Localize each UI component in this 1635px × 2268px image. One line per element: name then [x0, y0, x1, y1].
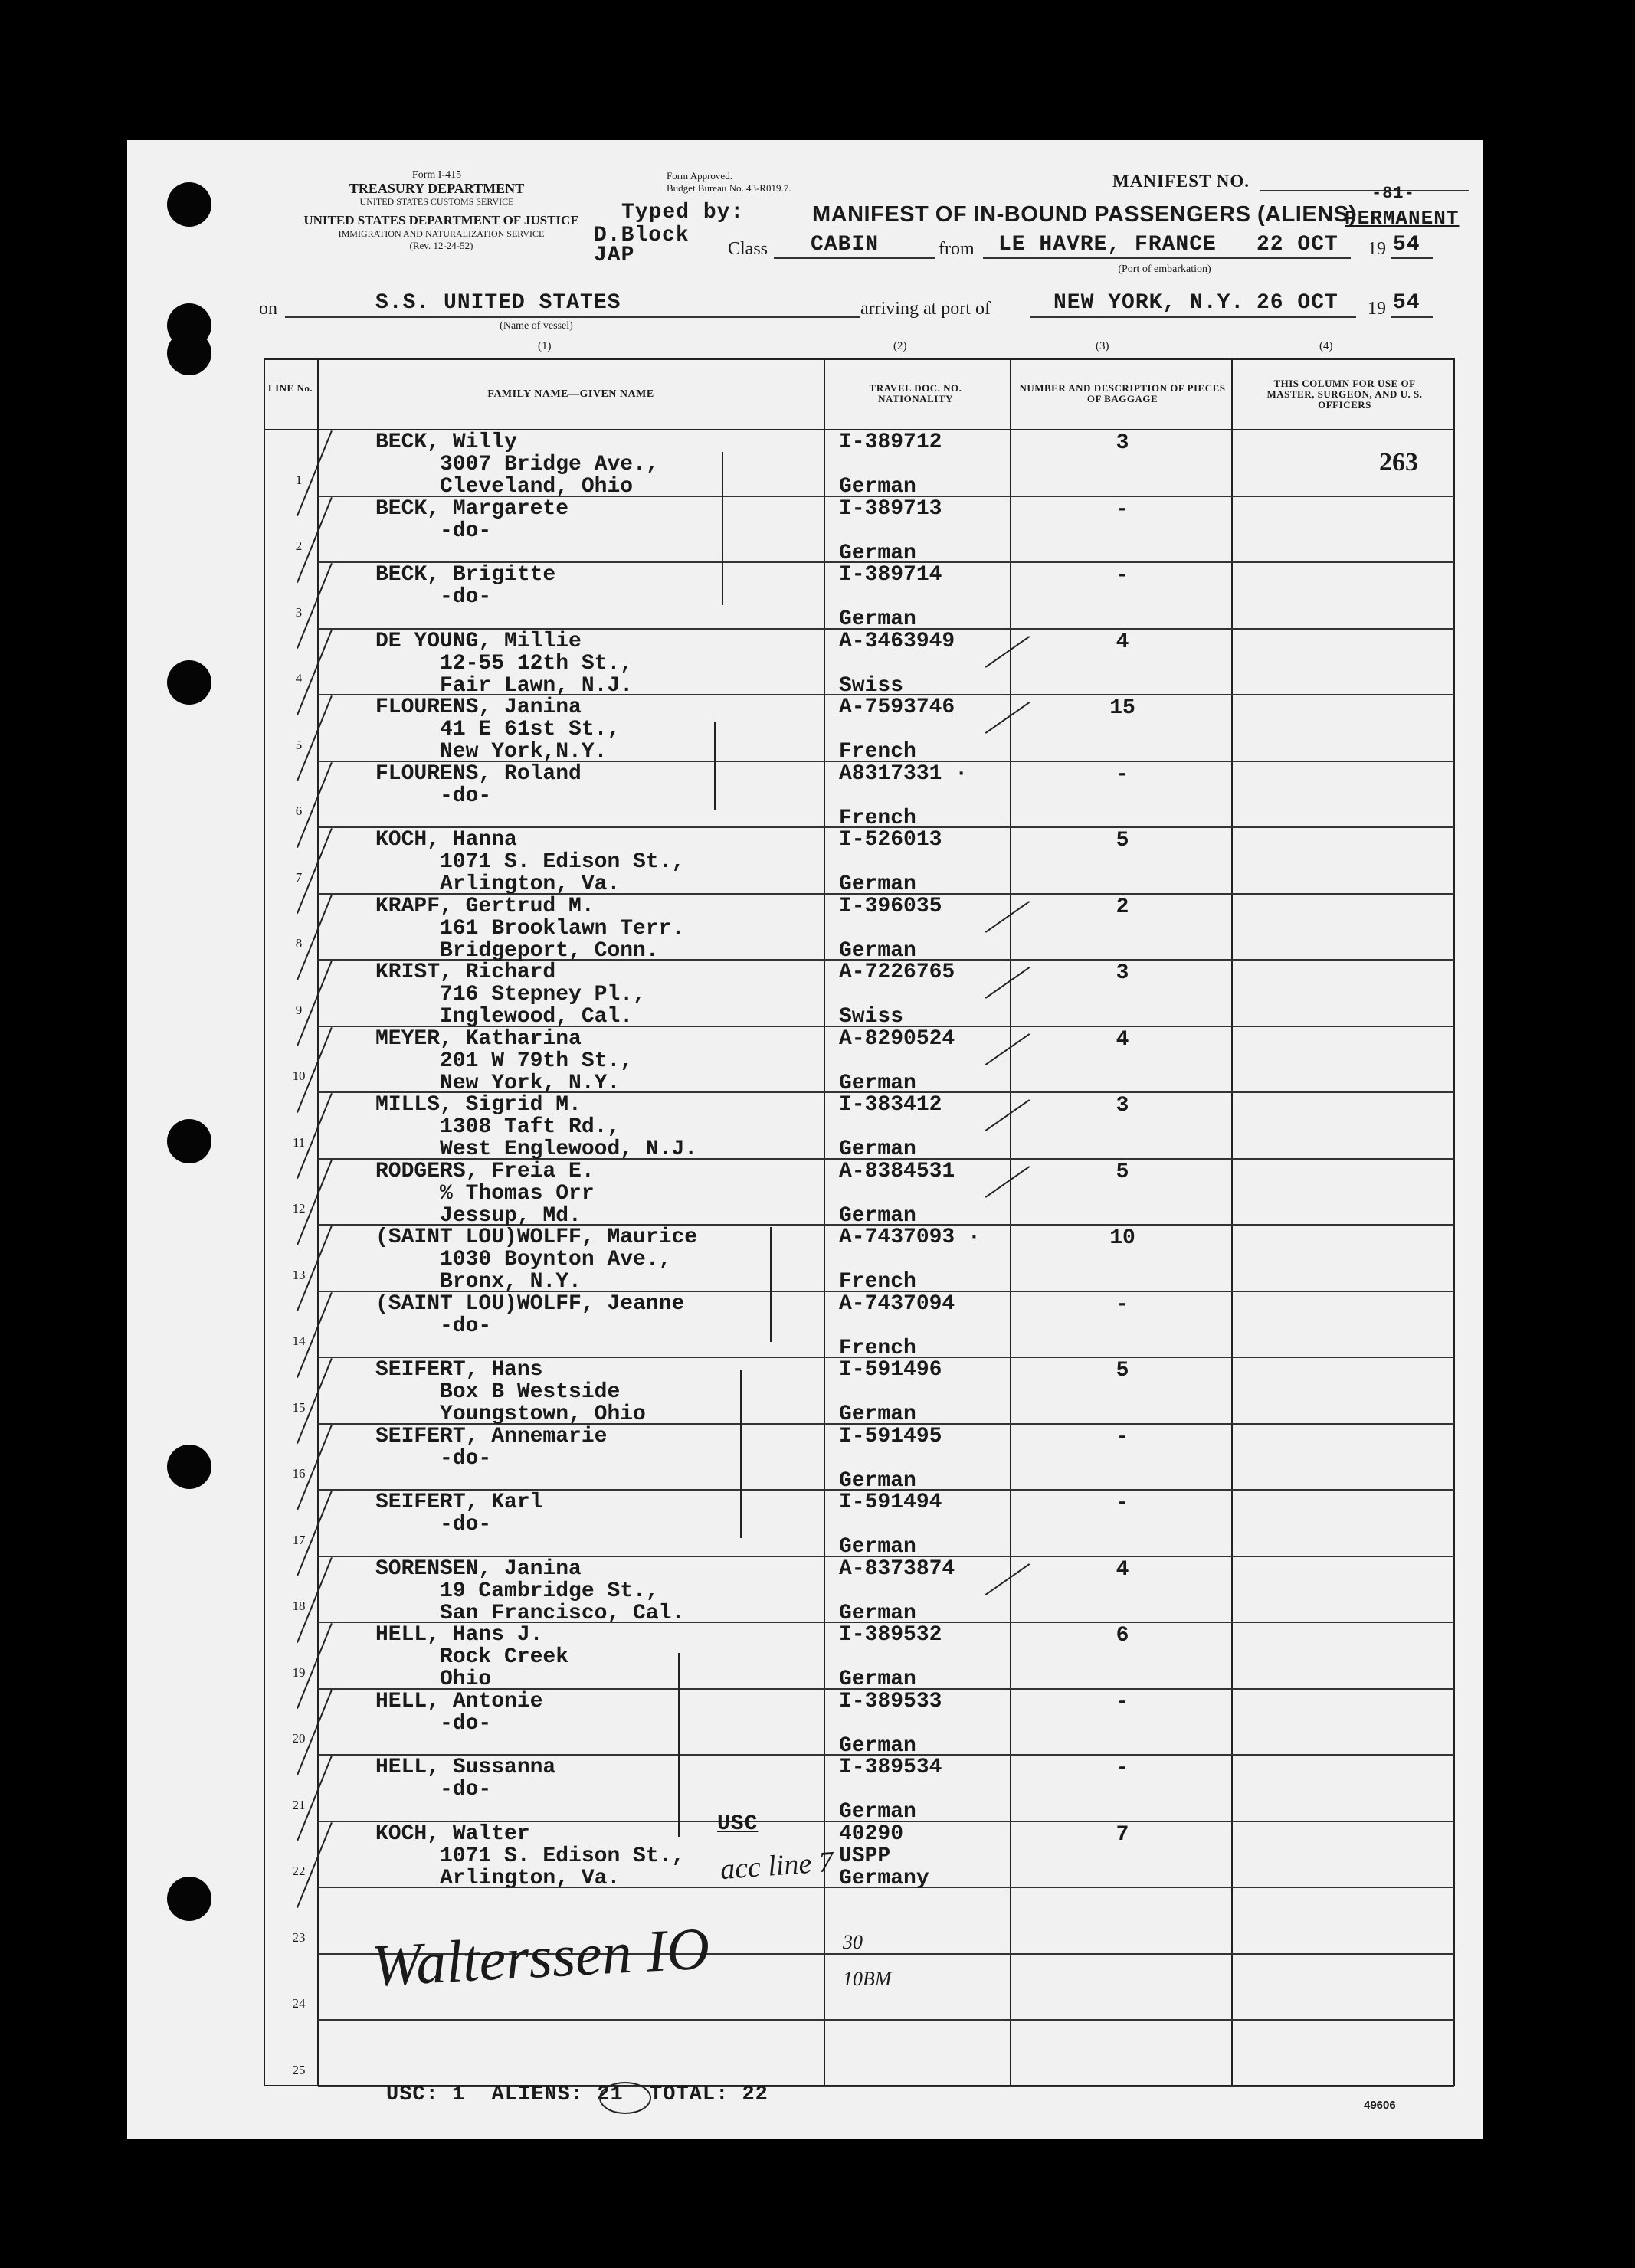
passenger-name: (SAINT LOU)WOLFF, Jeanne -do-: [375, 1291, 685, 1338]
baggage-count: 5: [1116, 1160, 1129, 1184]
line-number: 6: [295, 803, 303, 818]
line-number: 3: [295, 604, 303, 620]
travel-doc-nationality: I-389713 German: [839, 496, 942, 565]
embark-caption: (Port of embarkation): [1118, 263, 1211, 275]
inspector-signature: Walterssen IO: [369, 1914, 712, 1999]
baggage-count: 3: [1116, 431, 1129, 455]
passenger-name: KRIST, Richard 716 Stepney Pl., Inglewood, Cal.: [375, 961, 646, 1029]
baggage-count: -: [1116, 1690, 1129, 1714]
passenger-name: SEIFERT, Annemarie -do-: [375, 1424, 608, 1471]
year-prefix: 19: [1368, 239, 1386, 259]
form-number: Form I-415: [411, 169, 462, 181]
punch-hole: [167, 1877, 211, 1921]
bracket-mark: [714, 722, 716, 810]
table-top-rule: [264, 358, 1454, 360]
totals-line: USC: 1 ALIENS: 21 TOTAL: 22: [386, 2083, 768, 2106]
travel-doc-nationality: I-591496 German: [839, 1358, 942, 1426]
travel-doc-nationality: I-526013 German: [839, 828, 942, 896]
bracket-mark: [722, 452, 723, 605]
travel-doc-nationality: I-389534 German: [839, 1756, 942, 1824]
class-value: CABIN: [811, 233, 880, 257]
passenger-name: MILLS, Sigrid M. 1308 Taft Rd., West Englewood, N.J.: [375, 1093, 698, 1161]
travel-doc-nationality: A-8290524 German: [839, 1026, 955, 1095]
baggage-count: 7: [1116, 1822, 1129, 1847]
baggage-count: 4: [1116, 630, 1129, 654]
usc-tag: USC: [717, 1812, 759, 1836]
baggage-count: -: [1116, 1425, 1129, 1449]
manifest-number: -81-: [1371, 184, 1415, 203]
embark-port: LE HAVRE, FRANCE: [998, 233, 1217, 257]
embark-year: 54: [1393, 233, 1420, 257]
line-number: 24: [292, 1996, 306, 2011]
passenger-name: SEIFERT, Hans Box B Westside Youngstown, Ohio: [375, 1358, 646, 1426]
vessel-name: S.S. UNITED STATES: [375, 291, 621, 315]
passenger-name: RODGERS, Freia E. % Thomas Orr Jessup, Md.: [375, 1159, 595, 1228]
passenger-name: KRAPF, Gertrud M. 161 Brooklawn Terr. Bridgeport, Conn.: [375, 894, 685, 963]
col-num-4: (4): [1319, 340, 1333, 352]
treasury-department: TREASURY DEPARTMENT: [349, 181, 525, 196]
baggage-count: 10: [1109, 1226, 1135, 1250]
baggage-count: 4: [1116, 1557, 1129, 1582]
travel-doc-nationality: A-7437093 · French: [839, 1226, 981, 1294]
line-number: 18: [292, 1599, 306, 1613]
line-number: 23: [292, 1929, 306, 1945]
line-number: 20: [292, 1731, 306, 1746]
line-number: 15: [292, 1399, 306, 1415]
budget-bureau: Budget Bureau No. 43-R019.7.: [667, 182, 791, 194]
baggage-count: -: [1116, 1756, 1129, 1780]
travel-doc-nationality: I-591494 German: [839, 1491, 942, 1559]
baggage-count: 6: [1116, 1624, 1129, 1648]
bracket-mark: [770, 1227, 772, 1342]
revision-date: (Rev. 12-24-52): [409, 240, 473, 251]
baggage-count: 3: [1116, 961, 1129, 985]
travel-doc-nationality: I-389533 German: [839, 1689, 942, 1758]
header-travel-doc: TRAVEL DOC. NO. NATIONALITY: [869, 382, 962, 404]
header-name: FAMILY NAME—GIVEN NAME: [487, 388, 654, 400]
passenger-name: BECK, Brigitte -do-: [375, 563, 556, 609]
header-officers: THIS COLUMN FOR USE OF MASTER, SURGEON, AND U. S. OFFICERS: [1266, 378, 1423, 411]
vessel-caption: (Name of vessel): [500, 320, 573, 332]
line-number: 16: [292, 1466, 306, 1481]
travel-doc-nationality: I-389712 German: [839, 430, 942, 499]
punch-hole: [167, 1119, 211, 1163]
baggage-count: -: [1116, 1491, 1129, 1515]
line-number: 19: [292, 1664, 306, 1680]
class-label: Class: [728, 239, 768, 259]
baggage-count: -: [1116, 497, 1129, 522]
handwritten-mark: 30 10BM: [843, 1931, 892, 1990]
baggage-count: -: [1116, 1292, 1129, 1317]
table-border-right: [1453, 358, 1455, 2086]
passenger-name: HELL, Hans J. Rock Creek Ohio: [375, 1623, 569, 1691]
baggage-count: -: [1116, 762, 1129, 787]
col-num-3: (3): [1096, 340, 1109, 352]
customs-service: UNITED STATES CUSTOMS SERVICE: [359, 196, 514, 207]
arrival-year: 54: [1393, 291, 1420, 315]
travel-doc-nationality: I-396035 German: [839, 894, 942, 963]
line-number: 8: [295, 936, 303, 951]
page-stamp: 263: [1379, 448, 1418, 476]
aliens-count-circle: [599, 2082, 651, 2114]
table-border-left: [264, 358, 265, 2086]
travel-doc-nationality: I-389532 German: [839, 1623, 942, 1691]
embark-date: 22 OCT: [1257, 233, 1338, 257]
passenger-name: SEIFERT, Karl -do-: [375, 1491, 543, 1537]
year2-prefix: 19: [1368, 299, 1386, 319]
line-number: 4: [295, 671, 303, 686]
passenger-name: KOCH, Walter 1071 S. Edison St., Arlington, Va.: [375, 1821, 685, 1890]
header-baggage: NUMBER AND DESCRIPTION OF PIECES OF BAGGAGE: [1019, 382, 1226, 404]
passenger-name: HELL, Antonie -do-: [375, 1689, 543, 1736]
form-approved: Form Approved.: [667, 170, 732, 182]
passenger-name: HELL, Sussanna -do-: [375, 1756, 556, 1802]
travel-doc-nationality: A-3463949 Swiss: [839, 629, 955, 698]
travel-doc-nationality: A-7437094 French: [839, 1291, 955, 1360]
header-line-no: LINE No.: [267, 382, 313, 394]
line-number: 10: [292, 1069, 306, 1083]
bracket-mark: [678, 1653, 680, 1837]
travel-doc-nationality: A-7226765 Swiss: [839, 961, 955, 1029]
line-number: 1: [295, 472, 303, 487]
punch-hole: [167, 660, 211, 705]
travel-doc-nationality: A-8373874 German: [839, 1556, 955, 1625]
handwritten-note: acc line 7: [719, 1845, 835, 1887]
passenger-name: DE YOUNG, Millie 12-55 12th St., Fair Lawn, N.J.: [375, 629, 634, 698]
travel-doc-nationality: I-591495 German: [839, 1424, 942, 1493]
baggage-count: 15: [1109, 696, 1135, 720]
passenger-name: MEYER, Katharina 201 W 79th St., New York, N.Y.: [375, 1026, 634, 1095]
baggage-count: 5: [1116, 1359, 1129, 1383]
arrival-date: 26 OCT: [1257, 291, 1338, 315]
baggage-count: 3: [1116, 1094, 1129, 1118]
line-number: 21: [292, 1797, 306, 1812]
typed-by-name: D.Block: [594, 224, 690, 247]
manifest-title: MANIFEST OF IN-BOUND PASSENGERS (ALIENS): [812, 202, 1357, 227]
line-number: 17: [292, 1532, 306, 1547]
col-num-2: (2): [893, 340, 907, 352]
line-number: 11: [292, 1134, 306, 1150]
line-number: 22: [292, 1864, 306, 1878]
travel-doc-nationality: I-389714 German: [839, 563, 942, 631]
col-num-1: (1): [538, 340, 552, 352]
manifest-no-label: MANIFEST NO.: [1112, 172, 1250, 191]
line-number: 9: [295, 1002, 303, 1017]
table-divider: [824, 358, 825, 2086]
punch-hole: [167, 1445, 211, 1489]
baggage-count: 2: [1116, 895, 1129, 919]
travel-doc-nationality: A-7593746 French: [839, 695, 955, 764]
passenger-name: BECK, Willy 3007 Bridge Ave., Cleveland, Ohio: [375, 430, 659, 499]
line-number: 25: [292, 2062, 306, 2077]
passenger-name: (SAINT LOU)WOLFF, Maurice 1030 Boynton Ave., Bronx, N.Y.: [375, 1226, 698, 1294]
passenger-name: KOCH, Hanna 1071 S. Edison St., Arlington, Va.: [375, 828, 685, 896]
line-number: 2: [295, 538, 303, 553]
typed-by-initials: JAP: [594, 244, 635, 267]
passenger-name: BECK, Margarete -do-: [375, 496, 569, 543]
on-label: on: [259, 299, 277, 319]
row-rule: [318, 2019, 1454, 2021]
line-number: 14: [292, 1334, 306, 1348]
passenger-name: SORENSEN, Janina 19 Cambridge St., San Francisco, Cal.: [375, 1556, 685, 1625]
baggage-count: -: [1116, 564, 1129, 587]
travel-doc-nationality: A8317331 · French: [839, 761, 968, 830]
baggage-count: 5: [1116, 829, 1129, 853]
travel-doc-nationality: A-8384531 German: [839, 1159, 955, 1228]
justice-department: UNITED STATES DEPARTMENT OF JUSTICE: [303, 213, 579, 227]
punch-hole: [167, 182, 211, 227]
typed-by-label: Typed by:: [621, 201, 745, 224]
from-label: from: [939, 239, 975, 259]
arrival-port: NEW YORK, N.Y.: [1053, 291, 1245, 315]
permanent-stamp: PERMANENT: [1345, 207, 1460, 230]
line-number: 12: [292, 1201, 306, 1216]
form-code: 49606: [1364, 2099, 1396, 2112]
baggage-count: 4: [1116, 1027, 1129, 1052]
punch-hole: [167, 331, 211, 375]
passenger-name: FLOURENS, Roland -do-: [375, 761, 582, 808]
travel-doc-nationality: I-383412 German: [839, 1093, 942, 1161]
line-number: 5: [295, 737, 303, 752]
travel-doc-nationality: 40290 USPP Germany: [839, 1821, 929, 1890]
bracket-mark: [740, 1370, 742, 1538]
arriving-label: arriving at port of: [860, 299, 991, 319]
immigration-service: IMMIGRATION AND NATURALIZATION SERVICE: [338, 228, 545, 239]
passenger-name: FLOURENS, Janina 41 E 61st St., New York,N.Y.: [375, 695, 621, 764]
line-number: 7: [295, 869, 303, 885]
line-number: 13: [292, 1267, 306, 1282]
